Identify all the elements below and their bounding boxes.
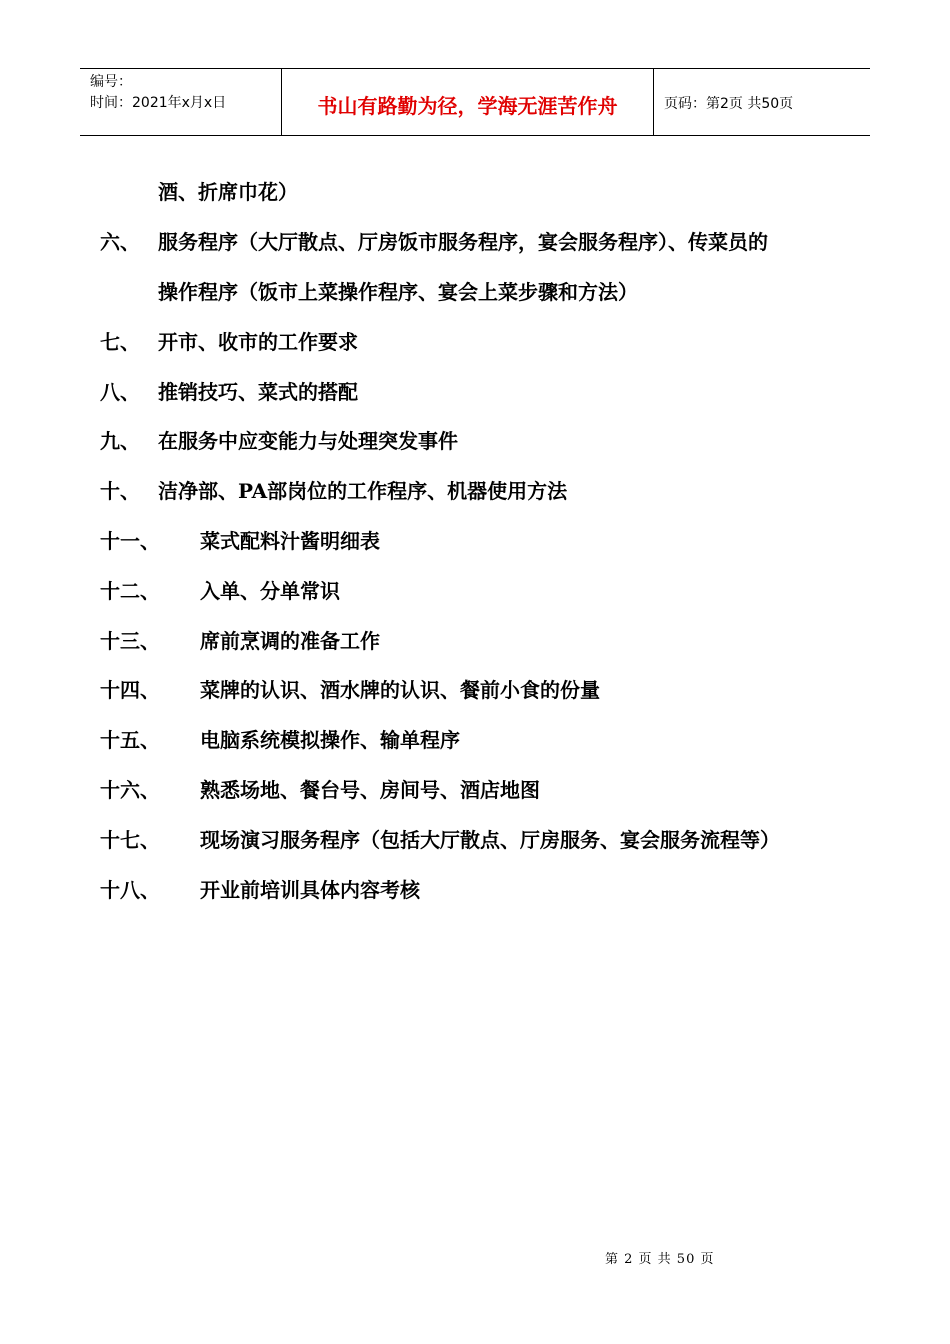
header-motto: 书山有路勤为径，学海无涯苦作舟 [282, 69, 654, 135]
item-number: 七、 [100, 330, 140, 354]
item-number: 十八、 [100, 878, 160, 902]
item-text: 电脑系统模拟操作、输单程序 [200, 728, 460, 752]
number-label: 编号： [90, 74, 132, 90]
item-text: 推销技巧、菜式的搭配 [158, 380, 358, 404]
item-text: 菜牌的认识、酒水牌的认识、餐前小食的份量 [200, 678, 600, 702]
item-number: 十一、 [100, 529, 160, 553]
header-page-info: 页码：第2页 共50页 [664, 96, 794, 112]
item-text: 服务程序（大厅散点、厅房饭市服务程序，宴会服务程序）、传菜员的 [158, 230, 768, 254]
time-label: 时间：2021年x月x日 [90, 95, 227, 111]
item-text: 操作程序（饭市上菜操作程序、宴会上菜步骤和方法） [158, 280, 638, 304]
item-number: 十五、 [100, 728, 160, 752]
item-number: 十三、 [100, 629, 160, 653]
page-footer: 第 2 页 共 50 页 [605, 1252, 715, 1267]
item-text: 在服务中应变能力与处理突发事件 [158, 429, 458, 453]
item-number: 十四、 [100, 678, 160, 702]
item-text: 菜式配料汁酱明细表 [200, 529, 380, 553]
item-number: 六、 [100, 230, 140, 254]
item-number: 九、 [100, 429, 140, 453]
item-text: 现场演习服务程序（包括大厅散点、厅房服务、宴会服务流程等） [200, 828, 780, 852]
item-number: 十七、 [100, 828, 160, 852]
item-text: 开业前培训具体内容考核 [200, 878, 420, 902]
item-text: 熟悉场地、餐台号、房间号、酒店地图 [200, 778, 540, 802]
item-number: 十六、 [100, 778, 160, 802]
page-header [80, 68, 870, 136]
item-text: 席前烹调的准备工作 [200, 629, 380, 653]
item-text: 入单、分单常识 [200, 579, 340, 603]
item-text: 洁净部、PA部岗位的工作程序、机器使用方法 [158, 479, 568, 503]
item-text: 开市、收市的工作要求 [158, 330, 358, 354]
item-text: 酒、折席巾花） [158, 180, 298, 204]
header-meta [80, 69, 282, 135]
item-number: 十、 [100, 479, 140, 503]
item-number: 八、 [100, 380, 140, 404]
item-number: 十二、 [100, 579, 160, 603]
